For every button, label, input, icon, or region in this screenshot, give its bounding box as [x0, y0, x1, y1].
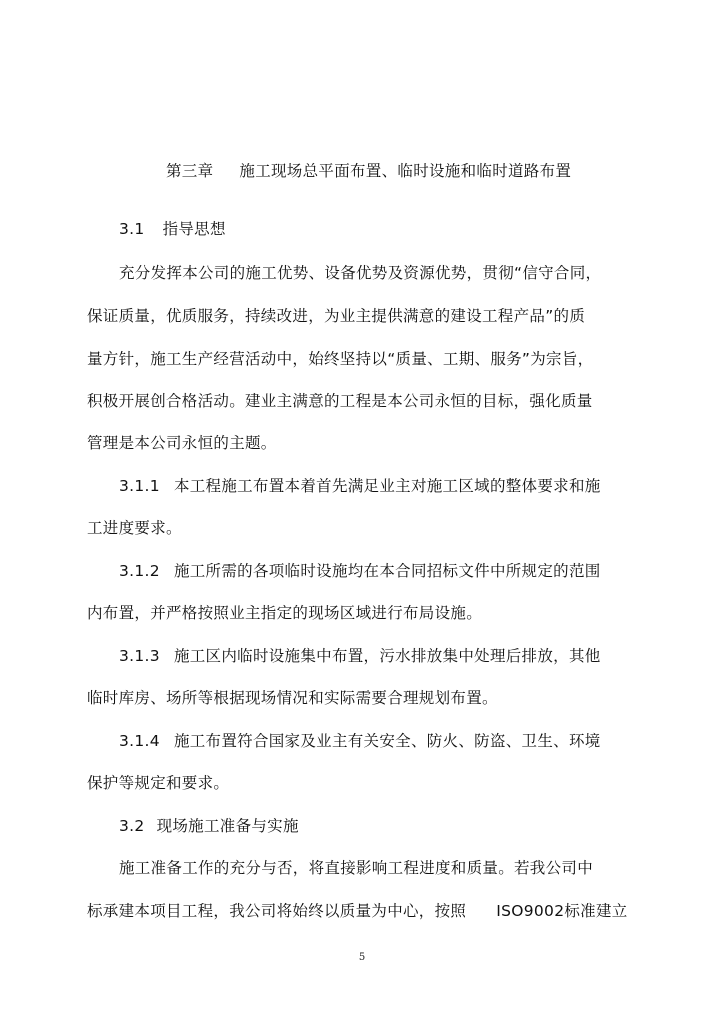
paragraph-line: 积极开展创合格活动。建业主满意的工程是本公司永恒的目标，强化质量 [87, 392, 593, 410]
chapter-title-text: 施工现场总平面布置、临时设施和临时道路布置 [239, 162, 572, 180]
chapter-number: 第三章 [166, 162, 214, 180]
section-heading-3-1 [119, 219, 226, 239]
item-3-1-3-line [119, 646, 601, 666]
section-number: 3.1 [119, 220, 145, 238]
paragraph-line-iso [87, 901, 628, 921]
paragraph-text: 标承建本项目工程，我公司将始终以质量为中心，按照 [87, 902, 467, 920]
section-heading-3-2 [119, 816, 299, 836]
paragraph-line: 量方针，施工生产经营活动中，始终坚持以“质量、工期、服务”为宗旨， [87, 350, 594, 368]
section-title: 指导思想 [162, 220, 226, 238]
item-text: 施工区内临时设施集中布置，污水排放集中处理后排放，其他 [173, 647, 601, 665]
page-number: 5 [358, 952, 366, 963]
paragraph-line: 施工准备工作的充分与否，将直接影响工程进度和质量。若我公司中 [119, 859, 594, 877]
paragraph-line: 保证质量，优质服务，持续改进，为业主提供满意的建设工程产品”的质 [87, 307, 586, 325]
paragraph-line: 工进度要求。 [87, 519, 182, 537]
paragraph-line: 管理是本公司永恒的主题。 [87, 434, 277, 452]
chapter-heading [166, 161, 571, 181]
paragraph-line: 充分发挥本公司的施工优势、设备优势及资源优势，贯彻“信守合同， [119, 264, 602, 282]
item-number: 3.1.1 [119, 477, 160, 495]
iso-standard-text: ISO9002标准建立 [496, 902, 628, 920]
item-number: 3.1.4 [119, 732, 160, 750]
section-number: 3.2 [119, 817, 145, 835]
item-text: 本工程施工布置本着首先满足业主对施工区域的整体要求和施 [173, 477, 601, 495]
item-text: 施工布置符合国家及业主有关安全、防火、防盗、卫生、环境 [173, 732, 601, 750]
paragraph-line: 内布置，并严格按照业主指定的现场区域进行布局设施。 [87, 604, 483, 622]
paragraph-line: 保护等规定和要求。 [87, 774, 230, 792]
item-number: 3.1.3 [119, 647, 160, 665]
item-3-1-1-line [119, 476, 601, 496]
paragraph-line: 临时库房、场所等根据现场情况和实际需要合理规划布置。 [87, 689, 498, 707]
item-text: 施工所需的各项临时设施均在本合同招标文件中所规定的范围 [173, 562, 601, 580]
item-3-1-4-line [119, 731, 601, 751]
section-title: 现场施工准备与实施 [156, 817, 299, 835]
item-number: 3.1.2 [119, 562, 160, 580]
item-3-1-2-line [119, 561, 601, 581]
